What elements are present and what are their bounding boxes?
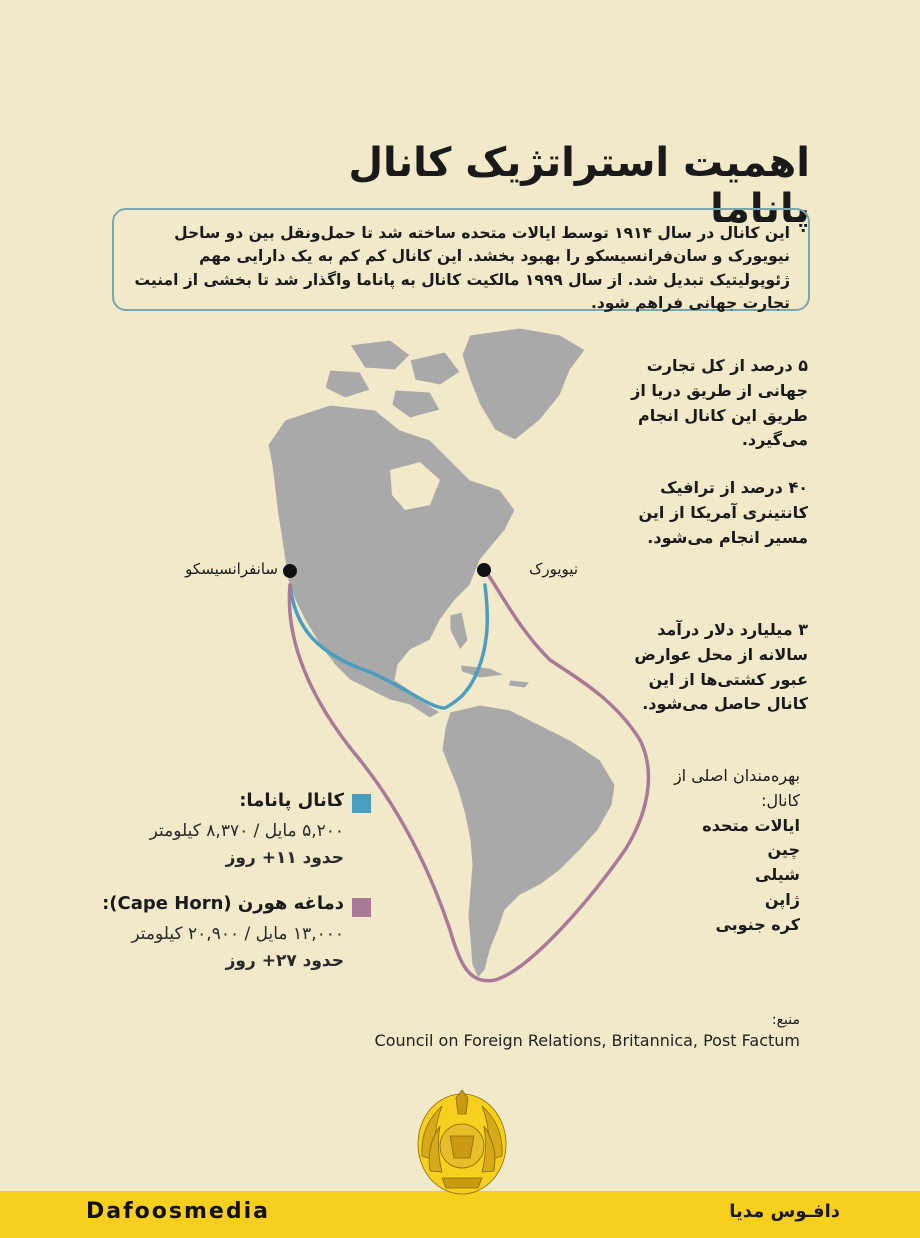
stat-text: از ترافیک کانتینری آمریکا از این مسیر انجام می‌شود. (638, 478, 808, 547)
footer-brand-latin: Dafoosmedia (86, 1199, 270, 1224)
intro-box (112, 208, 810, 311)
legend-days: حدود ۲۷+ روز (225, 951, 344, 972)
greenland-shape (462, 328, 585, 440)
city-label-new-york: نیویورک (528, 560, 578, 578)
beneficiary-item: چین (767, 840, 800, 860)
stat-trade-share (608, 354, 808, 453)
legend-distance: ۱۳,۰۰۰ مایل / ۲۰,۹۰۰ کیلومتر (131, 924, 344, 944)
beneficiaries-label: بهره‌مندان اصلی از کانال: (673, 766, 800, 810)
san-francisco-dot (283, 564, 297, 578)
stat-highlight: ۳ میلیارد (739, 620, 808, 639)
beneficiaries-block (640, 764, 800, 938)
intro-text: این کانال در سال ۱۹۱۴ توسط ایالات متحده ساخته شد تا حمل‌ونقل بین دو ساحل نیویورک و سان‌فرانسیسکو را بهبود بخشد. این کانال کم کم به یک دارایی مهم ژئوپولیتیک تبدیل شد. از سال ۱۹۹۹ مالکیت کانال به پاناما واگذار شد تا بخشی از امنیت تجارت جهانی فراهم شود. (134, 224, 790, 312)
legend-title-panama: کانال پاناما: (239, 790, 344, 811)
stat-revenue (608, 618, 808, 717)
footer-brand-persian: دافـوس مدیا (729, 1201, 840, 1222)
legend-cape-horn-details (40, 921, 344, 975)
legend-distance: ۵,۲۰۰ مایل / ۸,۳۷۰ کیلومتر (149, 821, 344, 841)
legend-title-cape-horn: دماغه هورن (Cape Horn): (102, 893, 344, 914)
emblem-logo (412, 1086, 512, 1196)
source-label: منبع: (771, 1012, 800, 1028)
stat-container-traffic (608, 476, 808, 550)
new-york-dot (477, 563, 491, 577)
stat-highlight: ۵ درصد (750, 356, 808, 375)
stat-text: از کل تجارت جهانی از طریق دریا از طریق این کانال انجام می‌گیرد. (631, 356, 808, 450)
legend-days: حدود ۱۱+ روز (225, 848, 344, 869)
source-text: Council on Foreign Relations, Britannica, Post Factum (374, 1031, 800, 1050)
beneficiary-item: کره جنوبی (715, 914, 800, 934)
beneficiary-item: ژاپن (764, 889, 800, 909)
legend-swatch-panama (352, 794, 371, 813)
south-america-shape (442, 705, 615, 978)
stat-text: دلار درآمد سالانه از محل عوارض عبور کشتی‌ها از این کانال حاصل می‌شود. (634, 620, 808, 714)
city-label-san-francisco: سانفرانسیسکو (185, 560, 278, 578)
page-title: اهمیت استراتژیک کانال پاناما (348, 140, 810, 232)
stat-highlight: ۴۰ درصد (740, 478, 808, 497)
beneficiary-item: ایالات متحده (702, 815, 800, 835)
beneficiary-item: شیلی (755, 865, 800, 885)
legend-panama-details (40, 818, 344, 872)
legend-swatch-cape-horn (352, 898, 371, 917)
